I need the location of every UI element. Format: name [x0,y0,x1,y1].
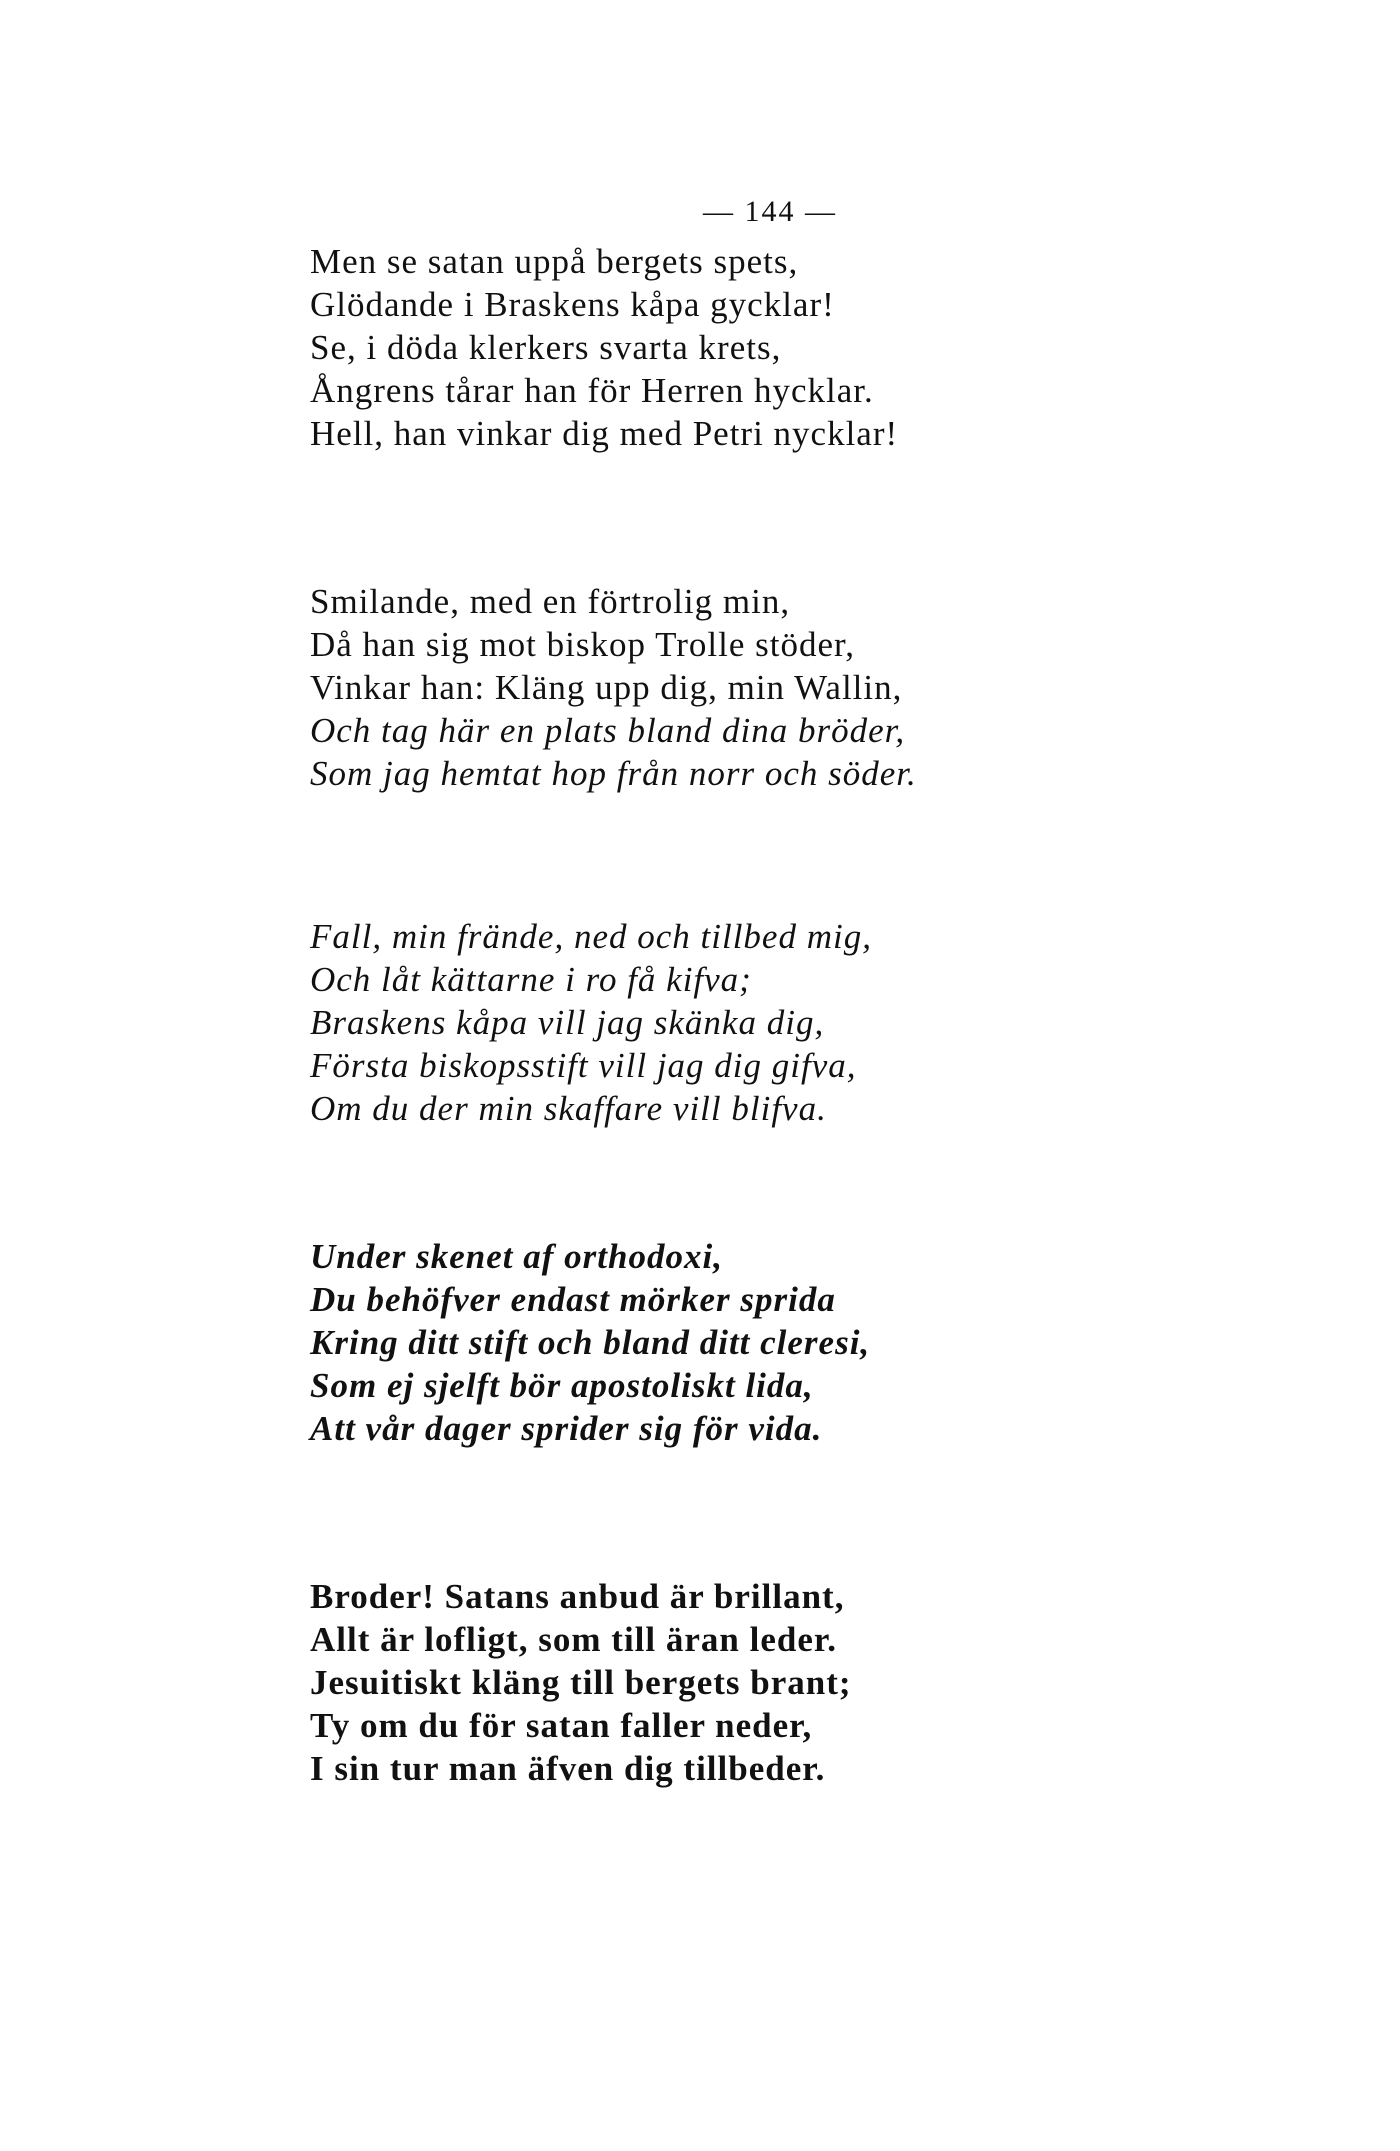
stanza-4 [310,1235,870,1450]
verse-line: Se, i döda klerkers svarta krets, [310,328,782,367]
verse-line: Då han sig mot biskop Trolle stöder, [310,625,856,664]
stanza-3 [310,915,872,1130]
verse-line: Som jag hemtat hop från norr och söder. [310,754,917,793]
verse-line: Hell, han vinkar dig med Petri nycklar! [310,414,899,453]
verse-line: Fall, min frände, ned och tillbed mig, [310,917,872,956]
stanza-1 [310,240,898,455]
verse-line: Om du der min skaffare vill blifva. [310,1089,827,1128]
verse-line: Kring ditt stift och bland ditt cleresi, [310,1323,871,1362]
verse-line: Och låt kättarne i ro få kifva; [310,960,752,999]
verse-line: Första biskopsstift vill jag dig gifva, [310,1046,857,1085]
verse-line: Ångrens tårar han för Herren hycklar. [310,371,874,410]
verse-line: Under skenet af orthodoxi, [310,1237,723,1276]
verse-line: Jesuitiskt kläng till bergets brant; [310,1663,852,1702]
verse-line: Vinkar han: Kläng upp dig, min Wallin, [310,668,903,707]
verse-line: I sin tur man äfven dig tillbeder. [310,1749,826,1788]
verse-line: Smilande, med en förtrolig min, [310,582,791,621]
verse-line: Allt är lofligt, som till äran leder. [310,1620,837,1659]
verse-line: Och tag här en plats bland dina bröder, [310,711,906,750]
verse-line: Glödande i Braskens kåpa gycklar! [310,285,835,324]
verse-line: Som ej sjelft bör apostoliskt lida, [310,1366,814,1405]
verse-line: Broder! Satans anbud är brillant, [310,1577,845,1616]
verse-line: Du behöfver endast mörker sprida [310,1280,836,1319]
page-number: — 144 — [703,195,837,228]
verse-line: Att vår dager sprider sig för vida. [310,1409,823,1448]
verse-line: Men se satan uppå bergets spets, [310,242,799,281]
stanza-5 [310,1575,852,1790]
verse-line: Ty om du för satan faller neder, [310,1706,813,1745]
stanza-2 [310,580,917,795]
verse-line: Braskens kåpa vill jag skänka dig, [310,1003,825,1042]
